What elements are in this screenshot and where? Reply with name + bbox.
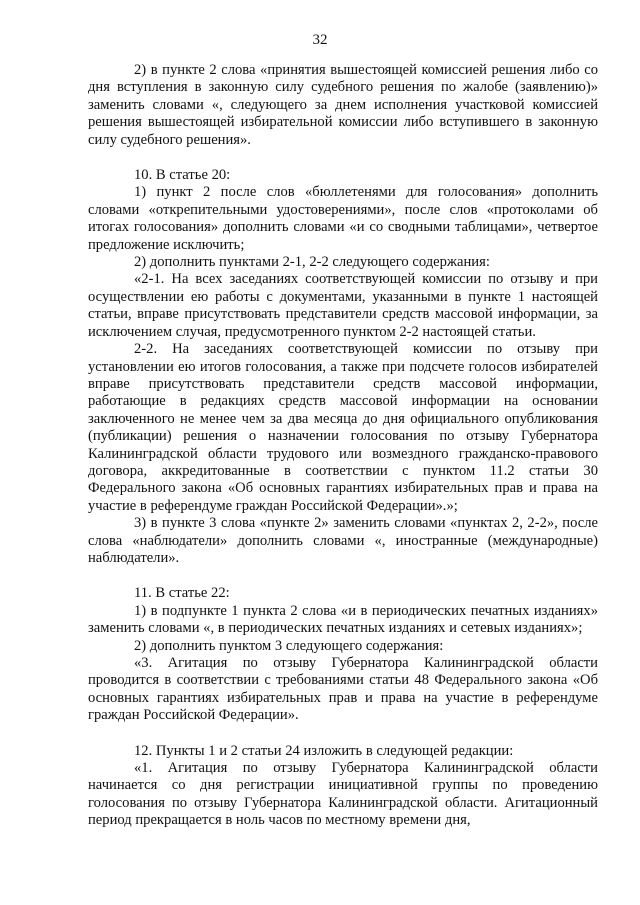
paragraph: 3) в пункте 3 слова «пункте 2» заменить словами «пунктах 2, 2-2», после слова «наблюдатели» дополнить словами «, иностранные (международные) наблюдатели». [88, 515, 598, 566]
paragraph: «1. Агитация по отзыву Губернатора Калининградской области начинается со дня регистрации инициативной группы по проведению голосования по отзыву Губернатора Калининградской области. Агитационный период прекращается в ноль часов по местному времени дня, [88, 760, 598, 829]
paragraph: 1) в подпункте 1 пункта 2 слова «и в периодических печатных изданиях» заменить словами «, в периодических печатных изданиях и сетевых изданиях»; [88, 602, 598, 637]
paragraph-gap [88, 149, 598, 167]
paragraph: «3. Агитация по отзыву Губернатора Калининградской области проводится в соответствии с требованиями статьи 48 Федерального закона «Об основных гарантиях избирательных прав и права на участие в референдуме граждан Российской Федерации». [88, 655, 598, 724]
section-heading: 12. Пункты 1 и 2 статьи 24 изложить в следующей редакции: [134, 742, 514, 759]
paragraph: 2) дополнить пунктами 2-1, 2-2 следующего содержания: [134, 254, 490, 271]
document-body [88, 62, 598, 830]
page-number: 32 [312, 32, 328, 48]
paragraph: 2) в пункте 2 слова «принятия вышестоящей комиссией решения либо со дня вступления в законную силу судебного решения по жалобе (заявлению)» заменить словами «, следующего за днем исполнения участковой комиссией решения вышестоящей избирательной комиссии либо вступившего в законную силу судебного решения». [88, 62, 598, 148]
paragraph-gap [88, 725, 598, 743]
paragraph: «2-1. На всех заседаниях соответствующей комиссии по отзыву и при осуществлении ею работы с документами, указанными в пункте 1 настоящей статьи, вправе присутствовать представители средств массовой информации, за исключением случая, предусмотренного пунктом 2-2 настоящей статьи. [88, 271, 598, 340]
paragraph: 2-2. На заседаниях соответствующей комиссии по отзыву при установлении ею итогов голосования, а также при подсчете голосов избирателей вправе присутствовать представители средств массовой информации, работающие в редакциях средств массовой информации на основании заключенного не менее чем за два месяца до дня официального опубликования (публикации) решения о назначении голосования по отзыву Губернатора Калининградской области трудового или возмездного гражданско-правового договора, аккредитованные в соответствии с пунктом 11.2 статьи 30 Федерального закона «Об основных гарантиях избирательных прав и права на участие в референдуме граждан Российской Федерации».»; [88, 341, 598, 514]
paragraph: 1) пункт 2 после слов «бюллетенями для голосования» дополнить словами «открепительными удостоверениями», после слов «протоколами об итогах голосования» дополнить словами «и со сводными таблицами», четвертое предложение исключить; [88, 184, 598, 253]
paragraph: 2) дополнить пунктом 3 следующего содержания: [134, 637, 444, 654]
paragraph-gap [88, 567, 598, 585]
section-heading: 10. В статье 20: [134, 167, 231, 184]
section-heading: 11. В статье 22: [134, 585, 230, 602]
